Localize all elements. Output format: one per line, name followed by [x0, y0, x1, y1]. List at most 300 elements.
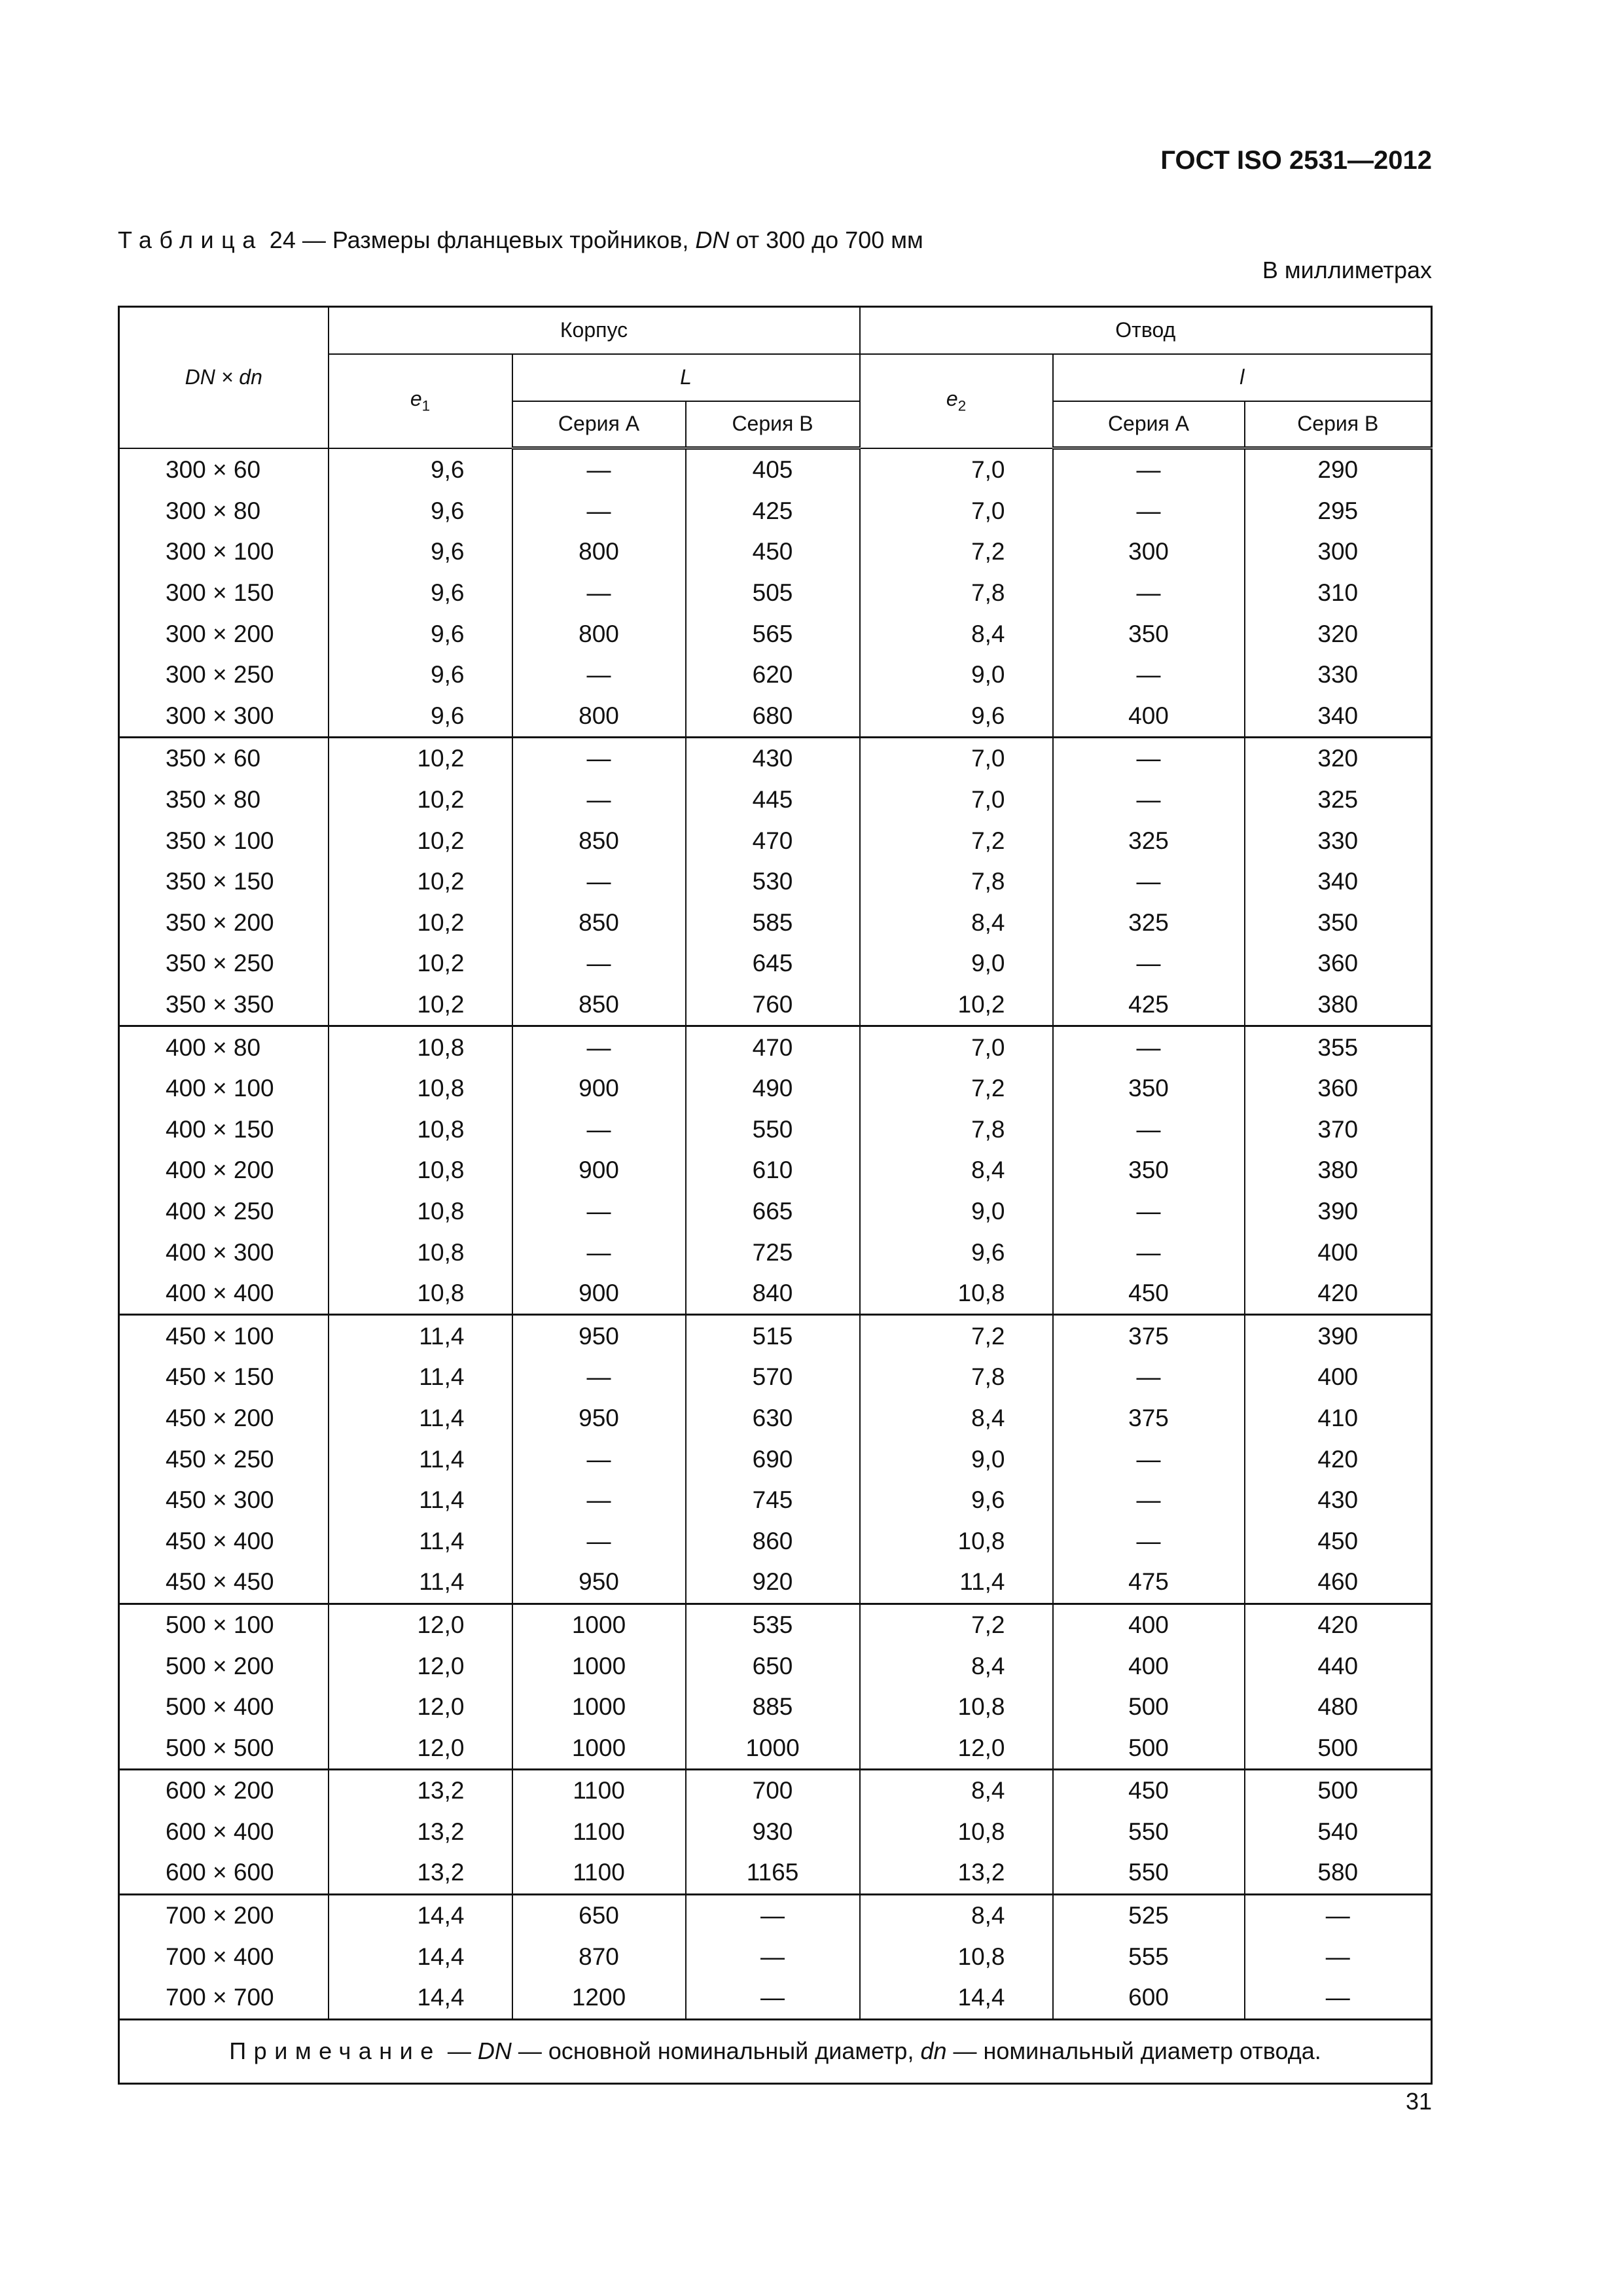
cell-l-series-a: 450	[1053, 1770, 1245, 1812]
table-row	[119, 1068, 1432, 1109]
cell-e2: 9,0	[860, 943, 1053, 984]
cell-l-series-b: 290	[1245, 448, 1432, 491]
cell-l-series-b: —	[1245, 1977, 1432, 2019]
cell-e1: 13,2	[329, 1852, 512, 1894]
cell-dn: 450 × 200	[119, 1398, 329, 1439]
cell-L-series-a: —	[512, 1026, 686, 1068]
cell-dn: 500 × 200	[119, 1645, 329, 1687]
cell-dn: 400 × 80	[119, 1026, 329, 1068]
cell-l-series-a: 325	[1053, 820, 1245, 861]
cell-l-series-a: 325	[1053, 903, 1245, 944]
cell-e2: 11,4	[860, 1562, 1053, 1604]
cell-e1: 11,4	[329, 1520, 512, 1562]
cell-dn: 300 × 100	[119, 531, 329, 573]
cell-dn: 600 × 600	[119, 1852, 329, 1894]
header-e2-letter: e	[946, 387, 958, 411]
cell-e2: 7,0	[860, 1026, 1053, 1068]
cell-l-series-a: —	[1053, 655, 1245, 696]
table-row	[119, 573, 1432, 614]
cell-L-series-a: —	[512, 491, 686, 532]
cell-e1: 10,2	[329, 780, 512, 821]
cell-L-series-a: —	[512, 738, 686, 780]
cell-l-series-b: 310	[1245, 573, 1432, 614]
table-row	[119, 738, 1432, 780]
cell-L-series-b: —	[686, 1977, 860, 2019]
cell-e1: 14,4	[329, 1894, 512, 1936]
table-row	[119, 1977, 1432, 2019]
cell-l-series-b: 380	[1245, 984, 1432, 1026]
table-row	[119, 491, 1432, 532]
table-row	[119, 1520, 1432, 1562]
cell-l-series-a: 375	[1053, 1315, 1245, 1357]
cell-e1: 11,4	[329, 1315, 512, 1357]
cell-L-series-b: —	[686, 1936, 860, 1977]
cell-l-series-a: —	[1053, 780, 1245, 821]
header-e1-sub: 1	[421, 397, 431, 414]
cell-l-series-a: —	[1053, 448, 1245, 491]
cell-dn: 700 × 200	[119, 1894, 329, 1936]
caption-range: от 300 до 700 мм	[729, 226, 923, 253]
table-row	[119, 613, 1432, 655]
cell-e2: 8,4	[860, 1150, 1053, 1191]
cell-L-series-a: 800	[512, 613, 686, 655]
cell-l-series-b: 500	[1245, 1727, 1432, 1769]
cell-e2: 9,0	[860, 1439, 1053, 1480]
cell-e1: 10,8	[329, 1273, 512, 1315]
cell-dn: 400 × 150	[119, 1109, 329, 1151]
cell-l-series-a: 400	[1053, 1645, 1245, 1687]
cell-L-series-a: 900	[512, 1150, 686, 1191]
cell-L-series-a: 650	[512, 1894, 686, 1936]
cell-l-series-a: —	[1053, 943, 1245, 984]
cell-l-series-b: 450	[1245, 1520, 1432, 1562]
cell-L-series-a: 950	[512, 1562, 686, 1604]
header-l-series-b: Серия В	[1245, 401, 1432, 448]
header-e2-sub: 2	[957, 397, 967, 414]
note-dn-small: dn	[920, 2037, 947, 2065]
cell-L-series-a: 1000	[512, 1645, 686, 1687]
header-L: L	[512, 354, 860, 401]
cell-e2: 10,8	[860, 1687, 1053, 1728]
table-row	[119, 1852, 1432, 1894]
cell-e1: 10,8	[329, 1191, 512, 1232]
cell-dn: 450 × 300	[119, 1480, 329, 1521]
cell-l-series-b: 355	[1245, 1026, 1432, 1068]
cell-l-series-b: 480	[1245, 1687, 1432, 1728]
cell-l-series-a: —	[1053, 1439, 1245, 1480]
table-row	[119, 1480, 1432, 1521]
cell-L-series-b: 570	[686, 1357, 860, 1398]
note-label: Примечание	[229, 2037, 441, 2065]
header-L-series-a: Серия А	[512, 401, 686, 448]
table-footer	[119, 2019, 1432, 2083]
cell-e2: 7,8	[860, 1357, 1053, 1398]
cell-dn: 300 × 200	[119, 613, 329, 655]
table-row	[119, 696, 1432, 738]
cell-L-series-a: 950	[512, 1398, 686, 1439]
table-row	[119, 984, 1432, 1026]
cell-L-series-b: 585	[686, 903, 860, 944]
cell-l-series-b: 540	[1245, 1812, 1432, 1853]
cell-l-series-b: 420	[1245, 1604, 1432, 1645]
cell-l-series-b: 330	[1245, 655, 1432, 696]
cell-dn: 300 × 250	[119, 655, 329, 696]
table-row	[119, 1812, 1432, 1853]
note-text-2: — номинальный диаметр отвода.	[946, 2037, 1321, 2065]
cell-e1: 11,4	[329, 1480, 512, 1521]
cell-L-series-a: 1000	[512, 1727, 686, 1769]
table-row	[119, 780, 1432, 821]
cell-L-series-a: —	[512, 1520, 686, 1562]
cell-e1: 10,2	[329, 984, 512, 1026]
units-note: В миллиметрах	[1262, 257, 1432, 283]
caption-text: 24 — Размеры фланцевых тройников,	[262, 226, 696, 253]
cell-e2: 7,8	[860, 861, 1053, 903]
cell-e2: 13,2	[860, 1852, 1053, 1894]
cell-dn: 350 × 200	[119, 903, 329, 944]
cell-e1: 11,4	[329, 1398, 512, 1439]
cell-L-series-b: 1000	[686, 1727, 860, 1769]
cell-l-series-b: 295	[1245, 491, 1432, 532]
cell-l-series-a: 525	[1053, 1894, 1245, 1936]
cell-e1: 9,6	[329, 531, 512, 573]
header-branch: Отвод	[860, 307, 1432, 354]
cell-dn: 500 × 100	[119, 1604, 329, 1645]
table-body	[119, 448, 1432, 2020]
table-row	[119, 1727, 1432, 1769]
cell-L-series-a: 850	[512, 903, 686, 944]
cell-l-series-b: —	[1245, 1936, 1432, 1977]
cell-l-series-b: 460	[1245, 1562, 1432, 1604]
cell-e1: 9,6	[329, 655, 512, 696]
cell-l-series-a: 550	[1053, 1852, 1245, 1894]
cell-dn: 450 × 100	[119, 1315, 329, 1357]
cell-e2: 7,8	[860, 573, 1053, 614]
cell-l-series-a: 350	[1053, 1150, 1245, 1191]
cell-L-series-a: 1100	[512, 1812, 686, 1853]
cell-l-series-a: 375	[1053, 1398, 1245, 1439]
cell-L-series-b: 490	[686, 1068, 860, 1109]
cell-dn: 300 × 60	[119, 448, 329, 491]
header-e1	[329, 354, 512, 448]
cell-e1: 10,2	[329, 943, 512, 984]
cell-dn: 450 × 450	[119, 1562, 329, 1604]
cell-e1: 9,6	[329, 613, 512, 655]
cell-L-series-b: 885	[686, 1687, 860, 1728]
table-row	[119, 1315, 1432, 1357]
cell-l-series-a: —	[1053, 1232, 1245, 1273]
cell-L-series-b: 700	[686, 1770, 860, 1812]
cell-l-series-a: 500	[1053, 1727, 1245, 1769]
cell-l-series-b: 440	[1245, 1645, 1432, 1687]
cell-dn: 500 × 500	[119, 1727, 329, 1769]
cell-l-series-a: —	[1053, 1109, 1245, 1151]
cell-L-series-a: 1000	[512, 1687, 686, 1728]
cell-l-series-a: 500	[1053, 1687, 1245, 1728]
cell-L-series-a: 850	[512, 984, 686, 1026]
cell-e1: 10,2	[329, 861, 512, 903]
cell-l-series-b: 580	[1245, 1852, 1432, 1894]
cell-l-series-b: 390	[1245, 1315, 1432, 1357]
note-dash: —	[440, 2037, 478, 2065]
table-row	[119, 1687, 1432, 1728]
cell-L-series-a: 950	[512, 1315, 686, 1357]
cell-L-series-b: 645	[686, 943, 860, 984]
cell-e1: 10,2	[329, 903, 512, 944]
cell-e1: 12,0	[329, 1687, 512, 1728]
cell-e2: 10,8	[860, 1936, 1053, 1977]
cell-L-series-b: 690	[686, 1439, 860, 1480]
table-row	[119, 903, 1432, 944]
cell-dn: 400 × 250	[119, 1191, 329, 1232]
cell-L-series-a: 1100	[512, 1852, 686, 1894]
cell-e2: 8,4	[860, 1894, 1053, 1936]
cell-e1: 12,0	[329, 1604, 512, 1645]
caption-label: Таблица	[118, 226, 263, 253]
header-dn-dn: DN × dn	[119, 307, 329, 448]
cell-e2: 8,4	[860, 1645, 1053, 1687]
cell-L-series-a: 800	[512, 696, 686, 738]
cell-dn: 400 × 100	[119, 1068, 329, 1109]
cell-e1: 9,6	[329, 573, 512, 614]
cell-e1: 10,8	[329, 1232, 512, 1273]
table-row	[119, 1439, 1432, 1480]
cell-dn: 350 × 80	[119, 780, 329, 821]
standard-code: ГОСТ ISO 2531—2012	[1160, 146, 1432, 175]
cell-e2: 9,6	[860, 696, 1053, 738]
cell-e2: 7,2	[860, 1068, 1053, 1109]
header-l-series-a: Серия А	[1053, 401, 1245, 448]
cell-l-series-b: 400	[1245, 1232, 1432, 1273]
cell-e2: 9,0	[860, 655, 1053, 696]
cell-l-series-b: 340	[1245, 696, 1432, 738]
cell-L-series-b: 680	[686, 696, 860, 738]
table-caption	[118, 226, 923, 254]
table-row	[119, 531, 1432, 573]
cell-e1: 11,4	[329, 1357, 512, 1398]
cell-e2: 10,8	[860, 1812, 1053, 1853]
cell-e1: 10,2	[329, 738, 512, 780]
cell-L-series-b: 565	[686, 613, 860, 655]
note-row	[119, 2019, 1432, 2083]
cell-dn: 350 × 250	[119, 943, 329, 984]
cell-L-series-a: —	[512, 573, 686, 614]
cell-e1: 10,8	[329, 1026, 512, 1068]
cell-dn: 450 × 150	[119, 1357, 329, 1398]
cell-l-series-a: 475	[1053, 1562, 1245, 1604]
cell-l-series-a: 350	[1053, 613, 1245, 655]
cell-l-series-b: —	[1245, 1894, 1432, 1936]
cell-e2: 8,4	[860, 903, 1053, 944]
cell-e2: 9,6	[860, 1232, 1053, 1273]
cell-e2: 7,2	[860, 1604, 1053, 1645]
header-L-series-b: Серия В	[686, 401, 860, 448]
cell-e2: 7,2	[860, 820, 1053, 861]
table-row	[119, 1770, 1432, 1812]
cell-l-series-a: —	[1053, 1480, 1245, 1521]
cell-e2: 9,6	[860, 1480, 1053, 1521]
cell-L-series-a: —	[512, 1191, 686, 1232]
table-row	[119, 1936, 1432, 1977]
cell-e1: 9,6	[329, 696, 512, 738]
cell-dn: 450 × 400	[119, 1520, 329, 1562]
cell-L-series-b: 535	[686, 1604, 860, 1645]
cell-l-series-b: 370	[1245, 1109, 1432, 1151]
cell-e2: 7,0	[860, 738, 1053, 780]
cell-e1: 10,2	[329, 820, 512, 861]
cell-l-series-a: —	[1053, 491, 1245, 532]
cell-L-series-b: 930	[686, 1812, 860, 1853]
cell-e2: 7,8	[860, 1109, 1053, 1151]
cell-dn: 350 × 150	[119, 861, 329, 903]
table-row	[119, 1398, 1432, 1439]
cell-dn: 300 × 300	[119, 696, 329, 738]
table-row	[119, 1357, 1432, 1398]
cell-e1: 13,2	[329, 1770, 512, 1812]
cell-dn: 700 × 400	[119, 1936, 329, 1977]
note-text-1: — основной номинальный диаметр,	[511, 2037, 921, 2065]
cell-L-series-b: 405	[686, 448, 860, 491]
cell-L-series-a: —	[512, 1232, 686, 1273]
cell-L-series-b: 530	[686, 861, 860, 903]
table-row	[119, 1604, 1432, 1645]
cell-e2: 7,0	[860, 780, 1053, 821]
cell-l-series-b: 320	[1245, 613, 1432, 655]
cell-e2: 10,8	[860, 1520, 1053, 1562]
cell-l-series-a: 350	[1053, 1068, 1245, 1109]
cell-L-series-b: 745	[686, 1480, 860, 1521]
table-row	[119, 1273, 1432, 1315]
cell-L-series-b: 725	[686, 1232, 860, 1273]
cell-dn: 300 × 80	[119, 491, 329, 532]
cell-dn: 300 × 150	[119, 573, 329, 614]
cell-L-series-a: 850	[512, 820, 686, 861]
cell-e2: 7,0	[860, 448, 1053, 491]
cell-e1: 14,4	[329, 1936, 512, 1977]
cell-L-series-b: 445	[686, 780, 860, 821]
cell-L-series-b: 920	[686, 1562, 860, 1604]
cell-L-series-b: 665	[686, 1191, 860, 1232]
cell-L-series-b: 430	[686, 738, 860, 780]
cell-e1: 12,0	[329, 1727, 512, 1769]
cell-l-series-a: 555	[1053, 1936, 1245, 1977]
cell-dn: 400 × 400	[119, 1273, 329, 1315]
cell-L-series-a: —	[512, 655, 686, 696]
cell-L-series-b: 425	[686, 491, 860, 532]
cell-L-series-b: 470	[686, 820, 860, 861]
cell-l-series-b: 330	[1245, 820, 1432, 861]
cell-L-series-b: 610	[686, 1150, 860, 1191]
page-number: 31	[1405, 2088, 1432, 2115]
cell-e2: 7,0	[860, 491, 1053, 532]
cell-l-series-b: 420	[1245, 1439, 1432, 1480]
cell-dn: 400 × 200	[119, 1150, 329, 1191]
cell-l-series-a: —	[1053, 573, 1245, 614]
cell-L-series-a: 900	[512, 1068, 686, 1109]
cell-L-series-a: 800	[512, 531, 686, 573]
cell-L-series-b: 450	[686, 531, 860, 573]
table-row	[119, 1232, 1432, 1273]
cell-l-series-a: —	[1053, 1357, 1245, 1398]
cell-e2: 8,4	[860, 613, 1053, 655]
cell-dn: 350 × 60	[119, 738, 329, 780]
cell-l-series-a: —	[1053, 1520, 1245, 1562]
cell-l-series-a: —	[1053, 1191, 1245, 1232]
cell-l-series-b: 420	[1245, 1273, 1432, 1315]
dimensions-table	[118, 306, 1433, 2085]
caption-dn: DN	[695, 226, 730, 253]
cell-dn: 500 × 400	[119, 1687, 329, 1728]
cell-dn: 450 × 250	[119, 1439, 329, 1480]
cell-l-series-a: 550	[1053, 1812, 1245, 1853]
cell-e1: 10,8	[329, 1068, 512, 1109]
cell-dn: 350 × 100	[119, 820, 329, 861]
cell-L-series-b: 515	[686, 1315, 860, 1357]
cell-l-series-a: 400	[1053, 1604, 1245, 1645]
table-row	[119, 943, 1432, 984]
cell-e1: 9,6	[329, 448, 512, 491]
cell-L-series-b: 550	[686, 1109, 860, 1151]
cell-dn: 600 × 400	[119, 1812, 329, 1853]
cell-l-series-a: 300	[1053, 531, 1245, 573]
header-e2	[860, 354, 1053, 448]
cell-l-series-a: —	[1053, 738, 1245, 780]
cell-l-series-b: 410	[1245, 1398, 1432, 1439]
table-note	[119, 2019, 1432, 2083]
cell-l-series-b: 300	[1245, 531, 1432, 573]
cell-e1: 11,4	[329, 1562, 512, 1604]
cell-e1: 13,2	[329, 1812, 512, 1853]
cell-L-series-b: 840	[686, 1273, 860, 1315]
cell-e1: 10,8	[329, 1150, 512, 1191]
cell-L-series-a: 1200	[512, 1977, 686, 2019]
cell-l-series-b: 350	[1245, 903, 1432, 944]
cell-l-series-b: 500	[1245, 1770, 1432, 1812]
cell-l-series-a: 450	[1053, 1273, 1245, 1315]
table-row	[119, 1026, 1432, 1068]
cell-L-series-a: —	[512, 861, 686, 903]
cell-l-series-a: 425	[1053, 984, 1245, 1026]
cell-l-series-b: 360	[1245, 1068, 1432, 1109]
cell-L-series-b: 620	[686, 655, 860, 696]
cell-e2: 7,2	[860, 1315, 1053, 1357]
cell-l-series-b: 430	[1245, 1480, 1432, 1521]
cell-L-series-b: —	[686, 1894, 860, 1936]
cell-e2: 7,2	[860, 531, 1053, 573]
cell-l-series-b: 360	[1245, 943, 1432, 984]
cell-e1: 11,4	[329, 1439, 512, 1480]
cell-l-series-b: 340	[1245, 861, 1432, 903]
note-dn-big: DN	[477, 2037, 512, 2065]
cell-L-series-a: 900	[512, 1273, 686, 1315]
cell-l-series-b: 400	[1245, 1357, 1432, 1398]
cell-e2: 12,0	[860, 1727, 1053, 1769]
cell-e1: 10,8	[329, 1109, 512, 1151]
cell-L-series-a: —	[512, 448, 686, 491]
cell-L-series-b: 760	[686, 984, 860, 1026]
table-row	[119, 861, 1432, 903]
table-row	[119, 655, 1432, 696]
table-row	[119, 1562, 1432, 1604]
cell-l-series-a: —	[1053, 1026, 1245, 1068]
table-row	[119, 1894, 1432, 1936]
header-l: l	[1053, 354, 1432, 401]
cell-L-series-b: 505	[686, 573, 860, 614]
cell-l-series-a: —	[1053, 861, 1245, 903]
cell-L-series-a: —	[512, 1357, 686, 1398]
cell-l-series-b: 325	[1245, 780, 1432, 821]
table-row	[119, 1191, 1432, 1232]
